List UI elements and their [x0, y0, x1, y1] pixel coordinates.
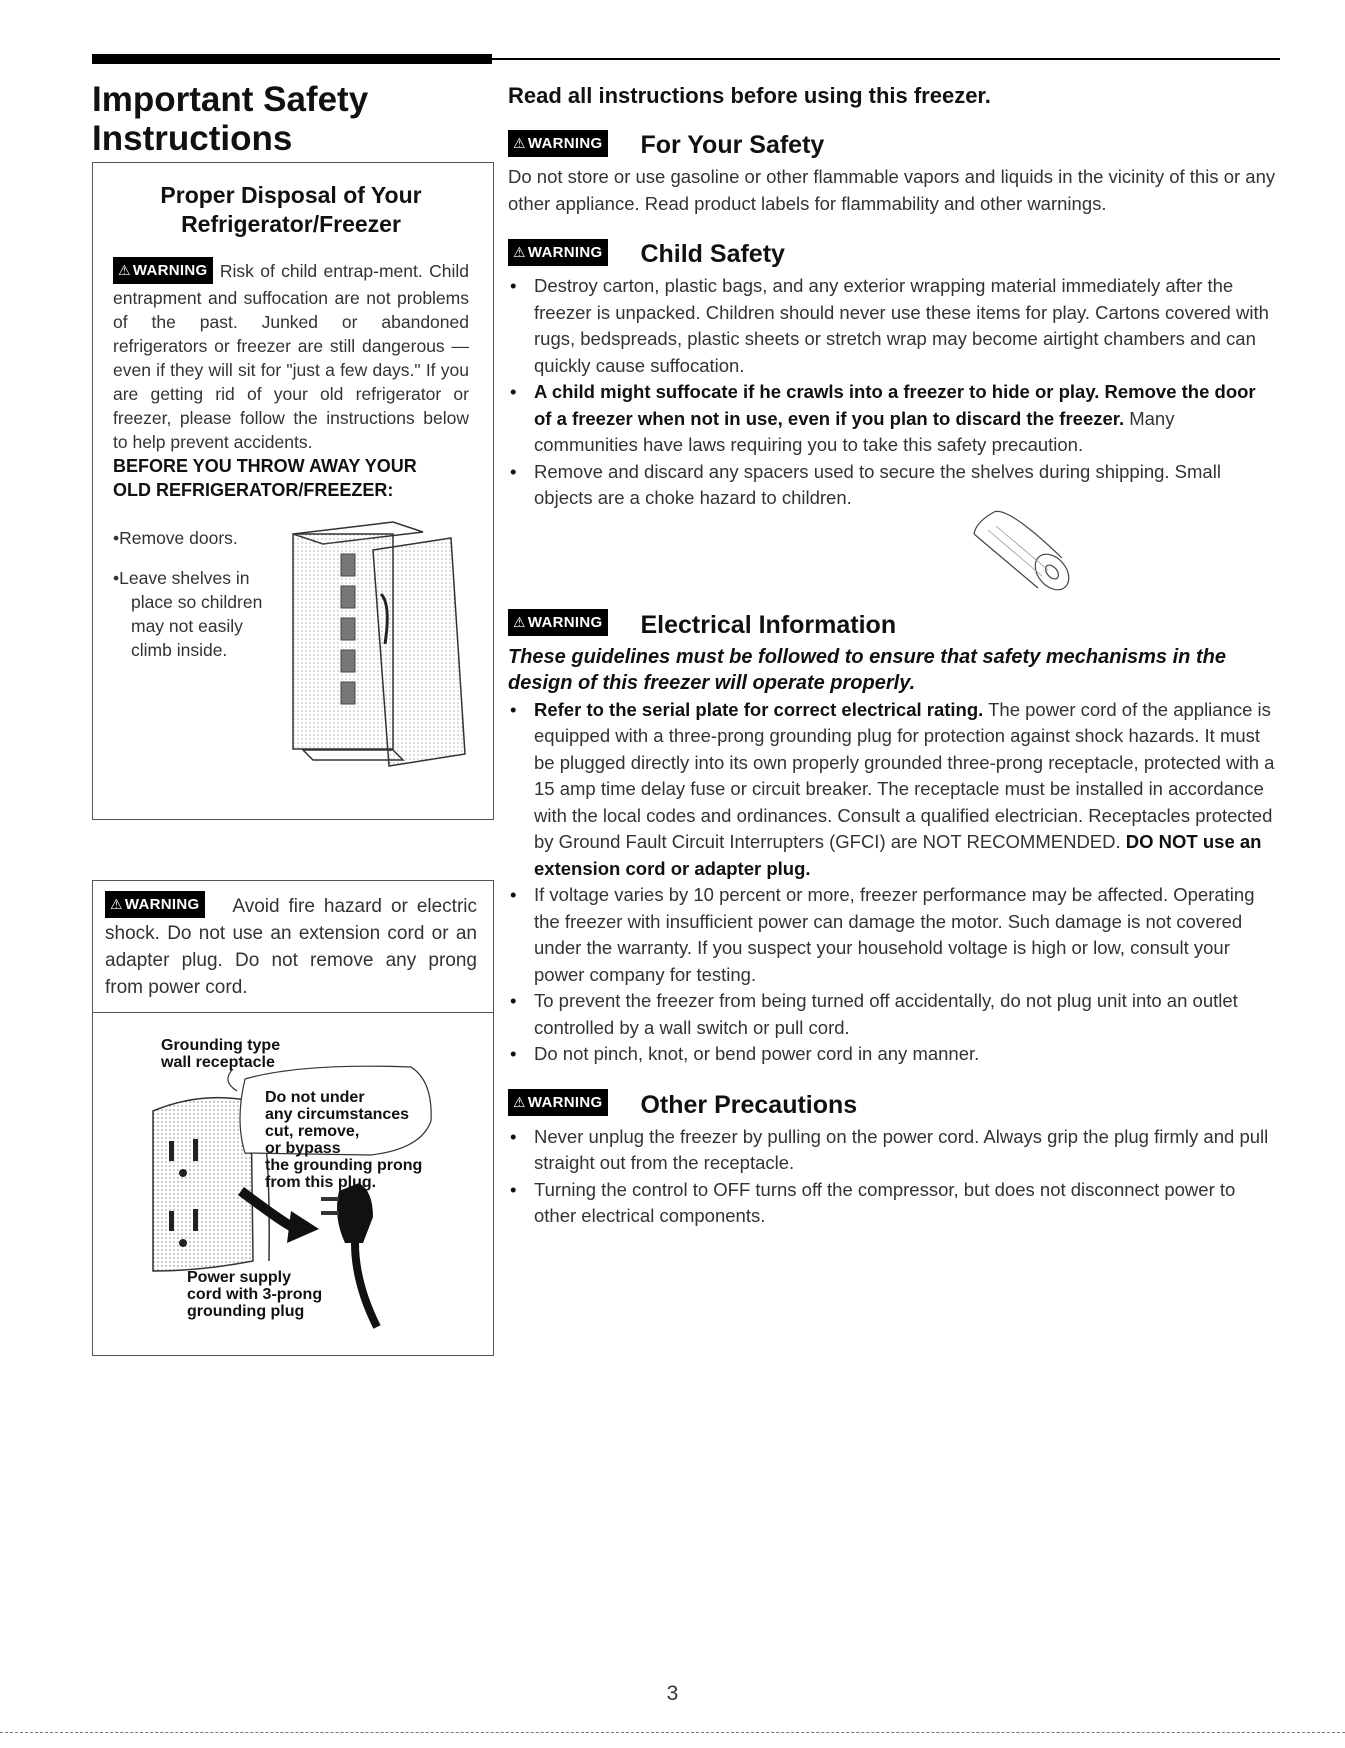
header-rule-thick	[92, 54, 492, 64]
callout-line1: Do not under	[265, 1089, 365, 1106]
warning-badge	[508, 130, 608, 157]
list-item	[508, 273, 1278, 379]
list-item-bold-text: A child might suffocate if he crawls into a freezer to hide or play. Remove the door of a freezer when not in use, even if you plan to discard the freezer.	[534, 381, 1256, 429]
disposal-heading-line2: Refrigerator/Freezer	[181, 211, 401, 237]
list-item-text: Turning the control to OFF turns off the compressor, but does not disconnect power to other electrical components.	[534, 1178, 1236, 1226]
fire-hazard-lead: Avoid fire hazard or	[232, 896, 408, 917]
warning-badge	[508, 239, 608, 266]
label-grounding-line2: wall receptacle	[161, 1054, 275, 1071]
child-safety-list	[508, 273, 1278, 512]
callout-grounding-prong	[265, 1089, 422, 1191]
warning-triangle-icon: ⚠	[513, 134, 526, 151]
list-item-text: Destroy carton, plastic bags, and any exterior wrapping material immediately after the freezer is unpacked. Children should never use these items for play. Cartons covered with rugs, bedspreads, plastic sheets or stretch wrap may become airtight chambers and can quickly cause suffocation.	[534, 275, 1269, 376]
step-leave-shelves-line1: •Leave shelves in	[113, 568, 250, 588]
disposal-heading-line1: Proper Disposal of Your	[160, 182, 422, 208]
label-cord-line1: Power supply	[187, 1269, 292, 1286]
list-item-text: Never unplug the freezer by pulling on the power cord. Always grip the plug firmly and pull straight out from the receptacle.	[534, 1125, 1269, 1173]
warning-badge-label: WARNING	[124, 896, 200, 914]
read-all-heading: Read all instructions before using this freezer.	[508, 83, 991, 108]
left-column	[92, 80, 492, 168]
callout-line6: from this plug.	[265, 1174, 377, 1191]
section-title: Electrical Information	[640, 610, 897, 639]
list-item-text: Do not pinch, knot, or bend power cord in any manner.	[534, 1043, 980, 1064]
warning-badge-label: WARNING	[527, 134, 603, 152]
spacer-illustration-area	[508, 512, 1278, 610]
warning-badge-label: WARNING	[527, 243, 603, 261]
electrical-intro: These guidelines must be followed to ensure that safety mechanisms in the design of this freezer will operate properly.	[508, 645, 1226, 694]
electrical-list	[508, 697, 1278, 1068]
grounding-plug-illustration	[141, 1021, 481, 1351]
callout-line3: cut, remove,	[265, 1123, 360, 1140]
list-item-text: Remove and discard any spacers used to secure the shelves during shipping. Small objects are a choke hazard to children.	[534, 460, 1221, 508]
list-item	[508, 379, 1278, 459]
disposal-bold-line1: BEFORE YOU THROW AWAY YOUR	[113, 456, 417, 476]
page-title	[92, 80, 492, 158]
step-leave-shelves-rest: place so children may not easily climb inside.	[131, 592, 263, 660]
list-item	[508, 988, 1278, 1041]
warning-triangle-icon: ⚠	[513, 1094, 526, 1110]
section-header	[508, 610, 1278, 640]
label-grounding-line1: Grounding type	[161, 1037, 281, 1054]
warning-badge	[508, 1089, 608, 1116]
warning-triangle-icon: ⚠	[110, 896, 123, 913]
warning-triangle-icon: ⚠	[513, 243, 526, 260]
callout-line2: any circumstances	[265, 1106, 410, 1123]
disposal-warning-paragraph	[113, 259, 469, 454]
warning-badge-label: WARNING	[527, 1094, 603, 1111]
section-child-safety	[508, 239, 1278, 610]
warning-badge	[105, 891, 205, 918]
callout-line5: the grounding prong	[265, 1157, 423, 1174]
label-grounding-receptacle	[161, 1037, 280, 1071]
label-power-supply-cord	[187, 1269, 322, 1320]
list-item	[508, 697, 1278, 883]
disposal-body: Child entrapment and suffocation are not problems of the past. Junked or abandoned refrigerators or freezer are still dangerous — even if they will sit for "just a few days." If you are getting rid of your old refrigerator or freezer, please follow the instructions below to help prevent accidents.	[113, 261, 469, 452]
bottom-divider	[0, 1732, 1345, 1733]
warning-triangle-icon: ⚠	[118, 262, 131, 278]
list-item	[508, 459, 1278, 512]
label-cord-line3: grounding plug	[187, 1303, 305, 1320]
disposal-bold-instruction	[113, 454, 469, 502]
section-body: Do not store or use gasoline or other flammable vapors and liquids in the vicinity of this or any other appliance. Read product labels for flammability and other warnings.	[508, 166, 1276, 214]
disposal-heading	[113, 181, 469, 239]
list-item-text: The power cord of the appliance is equipped with a three-prong grounding plug for protection against shock hazards. It must be plugged directly into its own properly grounded three-prong receptacle, protected with a 15 amp time delay fuse or circuit breaker. The receptacle must be installed in accordance with the local codes and ordinances. Consult a qualified electrician. Receptacles protected by Ground Fault Circuit Interrupters (GFCI) are NOT RECOMMENDED.	[534, 698, 1275, 852]
freezer-door-removed-illustration	[273, 514, 493, 784]
other-precautions-list	[508, 1124, 1278, 1230]
warning-triangle-icon: ⚠	[513, 614, 526, 630]
list-item	[508, 1177, 1278, 1230]
warning-badge-label: WARNING	[132, 262, 208, 279]
disposal-box	[92, 162, 494, 820]
section-header	[508, 239, 1278, 269]
page-title-line2: Instructions	[92, 119, 293, 158]
disposal-bold-line2: OLD REFRIGERATOR/FREEZER:	[113, 480, 394, 500]
list-item-text: To prevent the freezer from being turned off accidentally, do not plug unit into an outlet controlled by a wall switch or pull cord.	[534, 990, 1238, 1038]
list-item-bold-text: DO NOT use an extension cord or adapter plug.	[534, 831, 1262, 879]
callout-line4: or bypass	[265, 1140, 341, 1157]
list-item	[508, 882, 1278, 988]
section-header	[508, 1090, 1278, 1120]
step-remove-doors: •Remove doors.	[113, 528, 238, 548]
disposal-warning-lead: Risk of child entrap-ment.	[219, 261, 423, 282]
fire-hazard-box	[92, 880, 494, 1356]
fire-hazard-body: electric shock. Do not use an extension cord or an adapter plug. Do not remove any prong from power cord.	[105, 896, 477, 999]
disposal-steps	[113, 526, 469, 796]
list-item-text: If voltage varies by 10 percent or more, freezer performance may be affected. Operating the freezer with insufficient power can damage the motor. Such damage is not covered under the warranty. If you suspect your household voltage is high or low, consult your power company for testing.	[534, 884, 1255, 985]
section-for-your-safety	[508, 130, 1278, 217]
fire-hazard-paragraph	[105, 893, 477, 1001]
warning-badge	[113, 257, 213, 284]
shelf-spacer-icon	[968, 500, 1078, 596]
page-title-line1: Important Safety	[92, 80, 369, 119]
section-title: Other Precautions	[640, 1090, 858, 1119]
section-title: Child Safety	[640, 240, 785, 268]
list-item-bold-text: Refer to the serial plate for correct electrical rating.	[534, 698, 984, 720]
header-rule-thin	[492, 58, 1280, 60]
list-item-text: Many communities have laws requiring you to take this safety precaution.	[534, 407, 1175, 455]
list-item	[508, 1041, 1278, 1068]
list-item	[508, 1124, 1278, 1177]
section-header	[508, 130, 1278, 160]
warning-badge	[508, 609, 608, 636]
step-leave-shelves	[113, 566, 283, 662]
fire-hazard-text-area	[93, 881, 493, 1013]
right-column	[508, 82, 1278, 1252]
page-number: 3	[666, 1682, 679, 1705]
label-cord-line2: cord with 3-prong	[187, 1286, 323, 1303]
warning-badge-label: WARNING	[527, 614, 603, 631]
section-title: For Your Safety	[640, 131, 825, 159]
section-electrical-information	[508, 610, 1278, 1068]
section-other-precautions	[508, 1090, 1278, 1230]
